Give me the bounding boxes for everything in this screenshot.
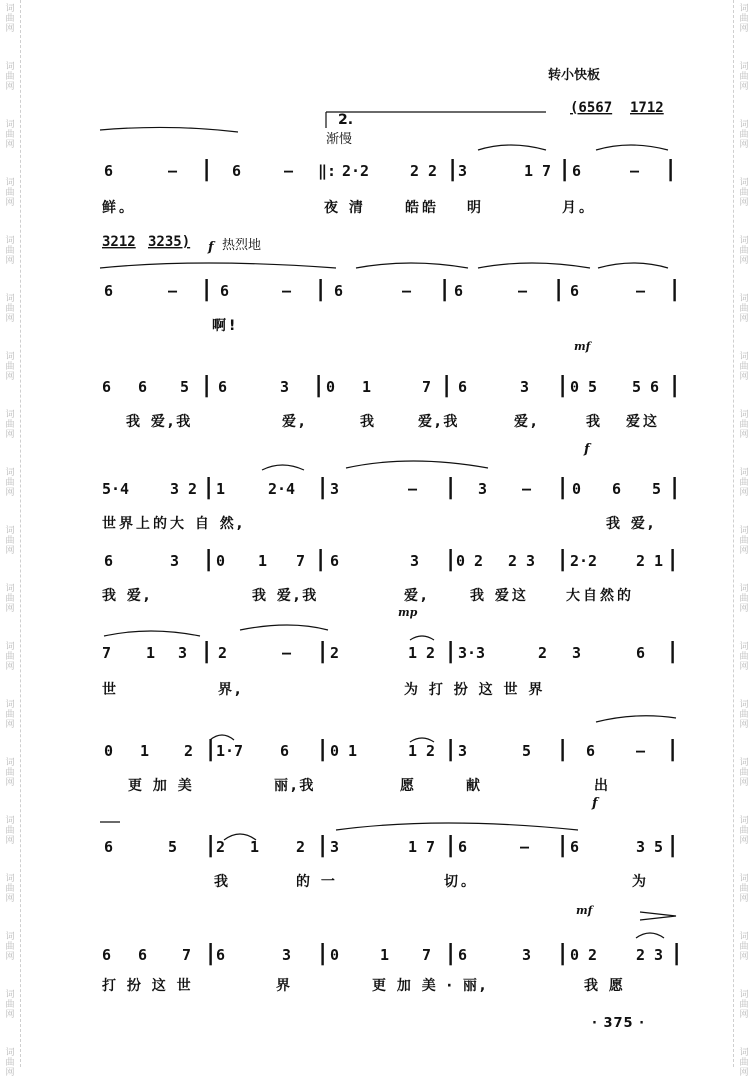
- barline: |: [556, 373, 570, 398]
- note: 1: [250, 838, 260, 856]
- barline: |: [552, 277, 566, 302]
- note: 7: [296, 552, 306, 570]
- lyric: 月。: [562, 200, 596, 216]
- tie-arc: [104, 631, 200, 636]
- note: 2: [330, 644, 340, 662]
- lyric: 更 加 美: [128, 778, 195, 794]
- note: 7: [182, 946, 192, 964]
- barline: |: [200, 157, 214, 182]
- barline: |: [200, 373, 214, 398]
- watermark-text: 词 曲 网: [5, 816, 15, 846]
- barline: |: [444, 737, 458, 762]
- tie-arc: [100, 263, 336, 268]
- watermark-text: 词 曲 网: [5, 700, 15, 730]
- watermark-text: 词 曲 网: [5, 178, 15, 208]
- barline: |: [666, 737, 680, 762]
- note: 1·7: [216, 742, 244, 760]
- note: 2 2: [410, 162, 438, 180]
- page-number: · 375 ·: [592, 1016, 646, 1031]
- note: 6: [586, 742, 596, 760]
- barline: |: [204, 737, 218, 762]
- note: 1 2: [408, 742, 436, 760]
- watermark-text: 词 曲 网: [5, 526, 15, 556]
- dynamic-f-1: f: [208, 240, 214, 255]
- intro-note-group: 1712: [630, 100, 664, 116]
- watermark-text: 词 曲 网: [739, 584, 749, 614]
- note: 2: [296, 838, 306, 856]
- watermark-text: 词 曲 网: [739, 1048, 749, 1078]
- note: 2: [184, 742, 194, 760]
- lyric: 爱,: [282, 414, 308, 430]
- note: 6: [138, 378, 148, 396]
- watermark-text: 词 曲 网: [739, 120, 749, 150]
- slur-arc: [262, 465, 304, 470]
- watermark-text: 词 曲 网: [739, 758, 749, 788]
- note: 1: [140, 742, 150, 760]
- note: 1 7: [408, 838, 436, 856]
- tie-arc: [598, 263, 668, 268]
- note: —: [284, 162, 294, 180]
- note: 3: [282, 946, 292, 964]
- watermark-text: 词 曲 网: [739, 874, 749, 904]
- note: 5: [652, 480, 662, 498]
- barline: |: [200, 639, 214, 664]
- note: —: [518, 282, 528, 300]
- tie-arc: [240, 625, 328, 630]
- watermark-text: 词 曲 网: [5, 236, 15, 266]
- watermark-text: 词 曲 网: [5, 932, 15, 962]
- note: 3: [572, 644, 582, 662]
- note: 6: [104, 552, 114, 570]
- lyric: 打 扮 这 世: [102, 978, 194, 994]
- tie-arc: [346, 461, 488, 468]
- note: 6: [334, 282, 344, 300]
- note: 7: [422, 378, 432, 396]
- note: 1: [146, 644, 156, 662]
- note: 6: [454, 282, 464, 300]
- note: —: [522, 480, 532, 498]
- dynamic-mf-2: mf: [576, 904, 593, 917]
- watermark-text: 词 曲 网: [739, 468, 749, 498]
- lyric: 啊!: [212, 318, 239, 334]
- slur-arc: [636, 933, 664, 938]
- lyric: 愿: [400, 778, 417, 794]
- lyric: 我 爱,我: [252, 588, 320, 604]
- note: 5: [180, 378, 190, 396]
- tie-arc: [336, 823, 578, 830]
- tie-arc: [596, 716, 676, 722]
- watermark-text: 词 曲 网: [739, 990, 749, 1020]
- dynamic-f-3: f: [592, 796, 598, 811]
- note: 3·3: [458, 644, 486, 662]
- watermark-text: 词 曲 网: [5, 410, 15, 440]
- watermark-text: 词 曲 网: [739, 932, 749, 962]
- note: 0 2: [456, 552, 484, 570]
- note: 6: [216, 946, 226, 964]
- barline: |: [556, 833, 570, 858]
- note: —: [282, 282, 292, 300]
- note: 6: [102, 378, 112, 396]
- lyric: 我 愿: [584, 978, 626, 994]
- lyric: 我 爱,: [102, 588, 153, 604]
- volta-ending-2: 2.: [338, 112, 354, 128]
- note: 7: [102, 644, 112, 662]
- note: 3: [478, 480, 488, 498]
- lyric: 我: [586, 414, 603, 430]
- note: 2 3: [636, 946, 664, 964]
- note: 6: [104, 838, 114, 856]
- note: 1 2: [408, 644, 436, 662]
- note: 2·2: [570, 552, 598, 570]
- lyric: 夜 清: [324, 200, 366, 216]
- note: 6: [572, 162, 582, 180]
- lyric: 更 加 美 · 丽,: [372, 978, 489, 994]
- note: 2·2: [342, 162, 370, 180]
- barline: |: [666, 833, 680, 858]
- lyric: 为 打 扮 这 世 界: [404, 682, 546, 698]
- lyric: 我 爱这: [470, 588, 529, 604]
- intro-note-group: 3212: [102, 234, 136, 250]
- lyric: 界,: [218, 682, 244, 698]
- watermark-text: 词 曲 网: [739, 526, 749, 556]
- barline: |: [446, 157, 460, 182]
- lyric: 明: [467, 200, 484, 216]
- barline: |: [312, 373, 326, 398]
- note: 1: [380, 946, 390, 964]
- note: 5 6: [632, 378, 660, 396]
- lyric: 皓皓: [405, 200, 439, 216]
- watermark-text: 词 曲 网: [5, 468, 15, 498]
- lyric: 切。: [444, 874, 478, 890]
- lyric: 界: [276, 978, 293, 994]
- lyric: 丽,我: [274, 778, 317, 794]
- note: 6: [232, 162, 242, 180]
- watermark-text: 词 曲 网: [5, 120, 15, 150]
- intro-note-group: 3235): [148, 234, 191, 250]
- note: 5: [522, 742, 532, 760]
- note: 2: [538, 644, 548, 662]
- note: 6: [458, 946, 468, 964]
- note: 0 1: [330, 742, 358, 760]
- note: —: [168, 162, 178, 180]
- barline: |: [444, 475, 458, 500]
- barline: |: [314, 547, 328, 572]
- barline: |: [316, 941, 330, 966]
- note: 3: [410, 552, 420, 570]
- watermark-text: 词 曲 网: [739, 178, 749, 208]
- tie-arc: [356, 263, 468, 268]
- note: 6: [636, 644, 646, 662]
- watermark-text: 词 曲 网: [739, 700, 749, 730]
- note: 6: [138, 946, 148, 964]
- barline: |: [668, 373, 682, 398]
- note: —: [402, 282, 412, 300]
- note: 0 2: [570, 946, 598, 964]
- lyric: 爱,: [404, 588, 430, 604]
- note: 6: [220, 282, 230, 300]
- note: 7: [422, 946, 432, 964]
- dynamic-mp: mp: [398, 606, 418, 619]
- barline: |: [202, 475, 216, 500]
- note: ‖:: [318, 162, 337, 180]
- watermark-text: 词 曲 网: [739, 816, 749, 846]
- note: —: [408, 480, 418, 498]
- barline: |: [668, 475, 682, 500]
- note: 6: [458, 378, 468, 396]
- note: 3: [170, 552, 180, 570]
- tempo-change-marking: 转小快板: [548, 68, 601, 83]
- barline: |: [440, 373, 454, 398]
- barline: |: [316, 475, 330, 500]
- note: 3: [520, 378, 530, 396]
- note: —: [282, 644, 292, 662]
- barline: |: [200, 277, 214, 302]
- lyric: 献: [466, 778, 483, 794]
- barline: |: [444, 547, 458, 572]
- tie-arc: [478, 263, 590, 268]
- barline: |: [202, 547, 216, 572]
- note: 0: [326, 378, 336, 396]
- note: 3 2: [170, 480, 198, 498]
- note: 3: [522, 946, 532, 964]
- watermark-text: 词 曲 网: [739, 62, 749, 92]
- note: 6: [330, 552, 340, 570]
- slur-arc: [410, 636, 434, 640]
- barline: |: [668, 277, 682, 302]
- note: 0: [572, 480, 582, 498]
- note: 3: [178, 644, 188, 662]
- note: 6: [102, 946, 112, 964]
- barline: |: [204, 941, 218, 966]
- watermark-text: 词 曲 网: [5, 758, 15, 788]
- lyric: 我 爱,我: [126, 414, 194, 430]
- lyric: 爱,: [514, 414, 540, 430]
- note: 6: [570, 838, 580, 856]
- watermark-text: 词 曲 网: [5, 352, 15, 382]
- note: 6: [458, 838, 468, 856]
- note: 3: [280, 378, 290, 396]
- dynamic-mf-1: mf: [574, 340, 591, 353]
- note: 6: [218, 378, 228, 396]
- expression-marking: 热烈地: [222, 238, 262, 253]
- lyric: 我: [360, 414, 377, 430]
- lyric: 我 爱,: [606, 516, 657, 532]
- note: 5: [168, 838, 178, 856]
- barline: |: [670, 941, 684, 966]
- watermark-text: 词 曲 网: [739, 410, 749, 440]
- note: —: [636, 742, 646, 760]
- ritardando-marking: 渐慢: [326, 132, 353, 147]
- watermark-text: 词 曲 网: [739, 236, 749, 266]
- watermark-text: 词 曲 网: [739, 352, 749, 382]
- note: 0: [216, 552, 226, 570]
- note: 1: [216, 480, 226, 498]
- watermark-text: 词 曲 网: [739, 4, 749, 34]
- note: 6: [570, 282, 580, 300]
- note: 6: [280, 742, 290, 760]
- watermark-text: 词 曲 网: [5, 1048, 15, 1078]
- note: —: [168, 282, 178, 300]
- watermark-text: 词 曲 网: [5, 874, 15, 904]
- lyric: 大自然的: [566, 588, 634, 604]
- tie-arc: [100, 127, 238, 132]
- lyric: 爱,我: [418, 414, 461, 430]
- barline: |: [444, 833, 458, 858]
- barline: |: [204, 833, 218, 858]
- note: —: [630, 162, 640, 180]
- note: —: [520, 838, 530, 856]
- barline: |: [314, 277, 328, 302]
- barline: |: [664, 157, 678, 182]
- barline: |: [556, 737, 570, 762]
- watermark-text: 词 曲 网: [5, 294, 15, 324]
- note: 2: [216, 838, 226, 856]
- watermark-text: 词 曲 网: [5, 584, 15, 614]
- lyric: 鲜。: [102, 200, 136, 216]
- lyric: 世界上的大 自 然,: [102, 516, 246, 532]
- lyric: 出: [594, 778, 611, 794]
- note: 0: [104, 742, 114, 760]
- note: 3: [330, 480, 340, 498]
- note: 2: [218, 644, 228, 662]
- barline: |: [666, 547, 680, 572]
- barline: |: [444, 941, 458, 966]
- note: 0 5: [570, 378, 598, 396]
- barline: |: [666, 639, 680, 664]
- note: 3: [330, 838, 340, 856]
- note: 2·4: [268, 480, 296, 498]
- watermark-text: 词 曲 网: [739, 642, 749, 672]
- note: 0: [330, 946, 340, 964]
- barline: |: [556, 475, 570, 500]
- barline: |: [316, 833, 330, 858]
- note: 1: [362, 378, 372, 396]
- note: 6: [104, 282, 114, 300]
- lyric: 世: [102, 682, 119, 698]
- barline: |: [316, 737, 330, 762]
- barline: |: [556, 941, 570, 966]
- note: —: [636, 282, 646, 300]
- note: 5·4: [102, 480, 130, 498]
- note: 6: [104, 162, 114, 180]
- note: 2 3: [508, 552, 536, 570]
- watermark-text: 词 曲 网: [5, 62, 15, 92]
- note: 3 5: [636, 838, 664, 856]
- watermark-text: 词 曲 网: [5, 4, 15, 34]
- watermark-text: 词 曲 网: [5, 642, 15, 672]
- barline: |: [556, 547, 570, 572]
- note: 1: [258, 552, 268, 570]
- dynamic-f-2: f: [584, 442, 590, 457]
- barline: |: [438, 277, 452, 302]
- note: 3: [458, 162, 468, 180]
- note: 1 7: [524, 162, 552, 180]
- crescendo-hairpin: [640, 912, 676, 920]
- barline: |: [444, 639, 458, 664]
- note: 6: [612, 480, 622, 498]
- note: 2 1: [636, 552, 664, 570]
- watermark-text: 词 曲 网: [5, 990, 15, 1020]
- tie-arc: [478, 145, 546, 150]
- tie-arc: [596, 145, 668, 150]
- note: 3: [458, 742, 468, 760]
- lyric: 我: [214, 874, 231, 890]
- barline: |: [316, 639, 330, 664]
- intro-note-group: (6567: [570, 100, 613, 116]
- watermark-text: 词 曲 网: [739, 294, 749, 324]
- barline: |: [558, 157, 572, 182]
- lyric: 为: [632, 874, 649, 890]
- lyric: 爱这: [626, 414, 660, 430]
- lyric: 的 一: [296, 874, 338, 890]
